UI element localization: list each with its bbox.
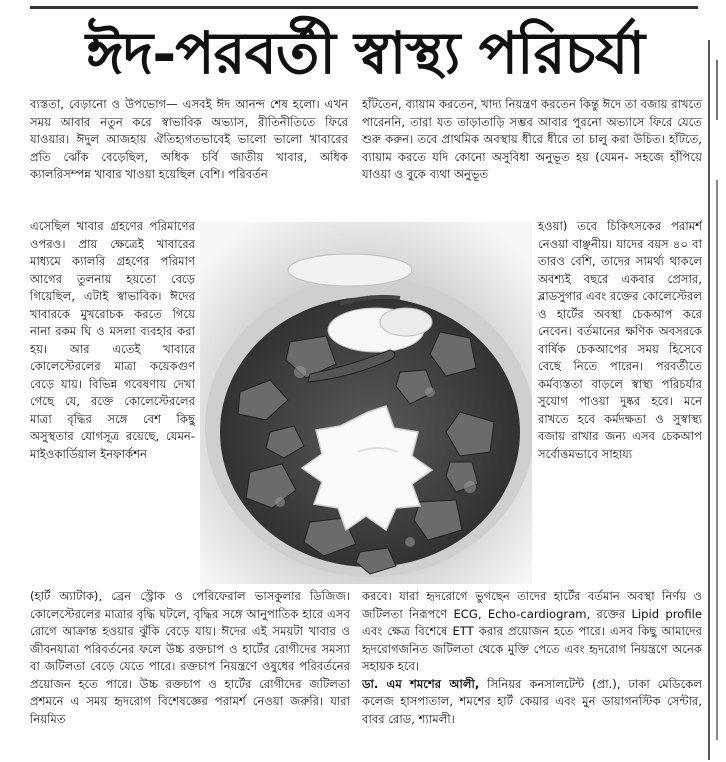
- paragraph: হাঁটতেন, ব্যায়াম করতেন, খাদ্য নিয়ন্ত্রণ করতেন কিন্তু ঈদে তা বজায় রাখতে পারেননি, তারা যত তাড়াতাড়ি সম্ভব আবার পুরনো অভ্যাসে ফিরে যেতে শুরু করুন। তবে প্রাথমিক অবস্থায় ধীরে ধীরে তা চালু করা উচিত। হাঁটতে, ব্যায়াম করতে যদি কোনো অসুবিধা অনুভূত হয় (যেমন- সহজে হাঁপিয়ে যাওয়া ও বুকে ব্যথা অনুভূত: [362, 97, 702, 181]
- column-divider: [716, 60, 718, 120]
- meat-dish-photo: [200, 222, 532, 584]
- paragraph: (হার্ট অ্যাটাক), ব্রেন স্ট্রোক ও পেরিফেরাল ভাসকুলার ডিজিজ। কোলেস্টেরলের মাত্রার বৃদ্ধি ঘটলে, বৃদ্ধির সঙ্গে আনুপাতিক হারে এসব রোগে আক্রান্ত হওয়ার ঝুঁকি বেড়ে যায়। ঈদের এই সময়টা খাবার ও জীবনযাত্রা পরিবর্তনের ফলে উচ্চ রক্তচাপ ও হার্টের রোগীদের সমস্যা বা জটিলতা বেড়ে যেতে পারে। রক্তচাপ নিয়ন্ত্রণে ওষুধের পরিবর্তনের প্রয়োজন হতে পারে। উচ্চ রক্তচাপ ও হার্টের রোগীদের জটিলতা প্রশমনে এ সময় হৃদরোগ বিশেষজ্ঞের পরামর্শ নেওয়া জরুরি। যারা নিয়মিত: [30, 589, 350, 726]
- author-byline: [362, 676, 702, 729]
- paragraph: এসেছিল খাবার গ্রহণের পরিমাণের ওপরও। প্রায় ক্ষেত্রেই খাবারের মাধ্যমে ক্যালরি গ্রহণের পরিমাণ আগের তুলনায় হয়তো বেড়ে গিয়েছিল, এটাই স্বাভাবিক। ঈদের খাবারকে মুখরোচক করতে গিয়ে নানা রকম ঘি ও মসলা ব্যবহার করা হয়। আর এতেই খাবারে কোলেস্টেরলের মাত্রা কয়েকগুণ বেড়ে যায়। বিভিন্ন গবেষণায় দেখা গেছে যে, রক্তে কোলেস্টেরলের মাত্রা বৃদ্ধির সঙ্গে বেশ কিছু অসুস্থতার যোগসূত্র রয়েছে, যেমন- মাইওকার্ডিয়াল ইনফার্কশন: [30, 219, 195, 461]
- body-text-right-bottom: [362, 588, 702, 760]
- paragraph: করবে। যারা হৃদরোগে ভুগছেন তাদের হার্টের বর্তমান অবস্থা নির্ণয় ও জটিলতা নিরূপণে ECG, Echo-cardiogram, রক্তের Lipid profile এবং ক্ষেত্র বিশেষে ETT করার প্রয়োজন হতে পারে। এসব কিছু আমাদের হৃদরোগজনিত জটিলতা থেকে মুক্তি পেতে এবং হৃদরোগ নিয়ন্ত্রণে অনেক সহায়ক হবে।: [362, 589, 702, 673]
- column-divider: [708, 40, 710, 760]
- headline: ঈদ-পরবর্তী স্বাস্থ্য পরিচর্যা: [85, 19, 645, 87]
- top-rule: [30, 6, 698, 9]
- food-photo: [200, 222, 532, 584]
- body-text-right-top: [362, 96, 702, 220]
- body-text-left-bottom: [30, 588, 350, 760]
- body-text-left-narrow: [30, 218, 195, 588]
- paragraph: হওয়া) তবে চিকিৎসকের পরামর্শ নেওয়া বাঞ্ছনীয়। যাদের বয়স ৪০ বা তারও বেশি, তাদের সামর্থ্য থাকলে অবশ্যই বছরে একবার প্রেসার, ব্লাডসুগার এবং রক্তের কোলেস্টেরল ও হার্টের অবস্থা চেকআপ করে নেবেন। বর্তমানের ক্ষণিক অবসরকে বার্ষিক চেকআপের সময় হিসেবে বেছে নিতে পারেন। পরবর্তীতে কর্মব্যস্ততা বাড়লে স্বাস্থ্য পরিচর্যার সুযোগ পাওয়া দুষ্কর হবে। মনে রাখতে হবে কর্মদক্ষতা ও সুস্বাস্থ্য বজায় রাখার জন্য এসব চেকআপ সর্বোত্তমভাবে সাহায্য: [538, 219, 702, 461]
- author-affiliation: সিনিয়র কনসালটেন্ট (প্রা.), ঢাকা মেডিকেল কলেজ হাসপাতাল, শমশের হার্ট কেয়ার এবং মুন ডায়াগনস্টিক সেন্টার, বাবর রোড, শ্যামলী।: [362, 676, 702, 726]
- body-text-right-narrow: [538, 218, 702, 588]
- column-divider: [716, 180, 718, 740]
- body-text-left-top: [30, 96, 348, 220]
- paragraph: ব্যস্ততা, বেড়ানো ও উপভোগ— এসবই ঈদ আনন্দ শেষ হলো। এখন সময় আবার নতুন করে স্বাভাবিক অভ্যাস, রীতিনীতিতে ফিরে যাওয়ার। ঈদুল আজহায় ঐতিহ্যগতভাবেই ভালো ভালো খাবারের প্রতি ঝোঁক বেড়েছিল, অধিক চর্বি জাতীয় খাবার, অধিক ক্যালরিসম্পন্ন খাবার খাওয়া হয়েছিল বেশি। পরিবর্তন: [30, 97, 348, 181]
- author-name: ডা. এম শমশের আলী,: [362, 676, 480, 691]
